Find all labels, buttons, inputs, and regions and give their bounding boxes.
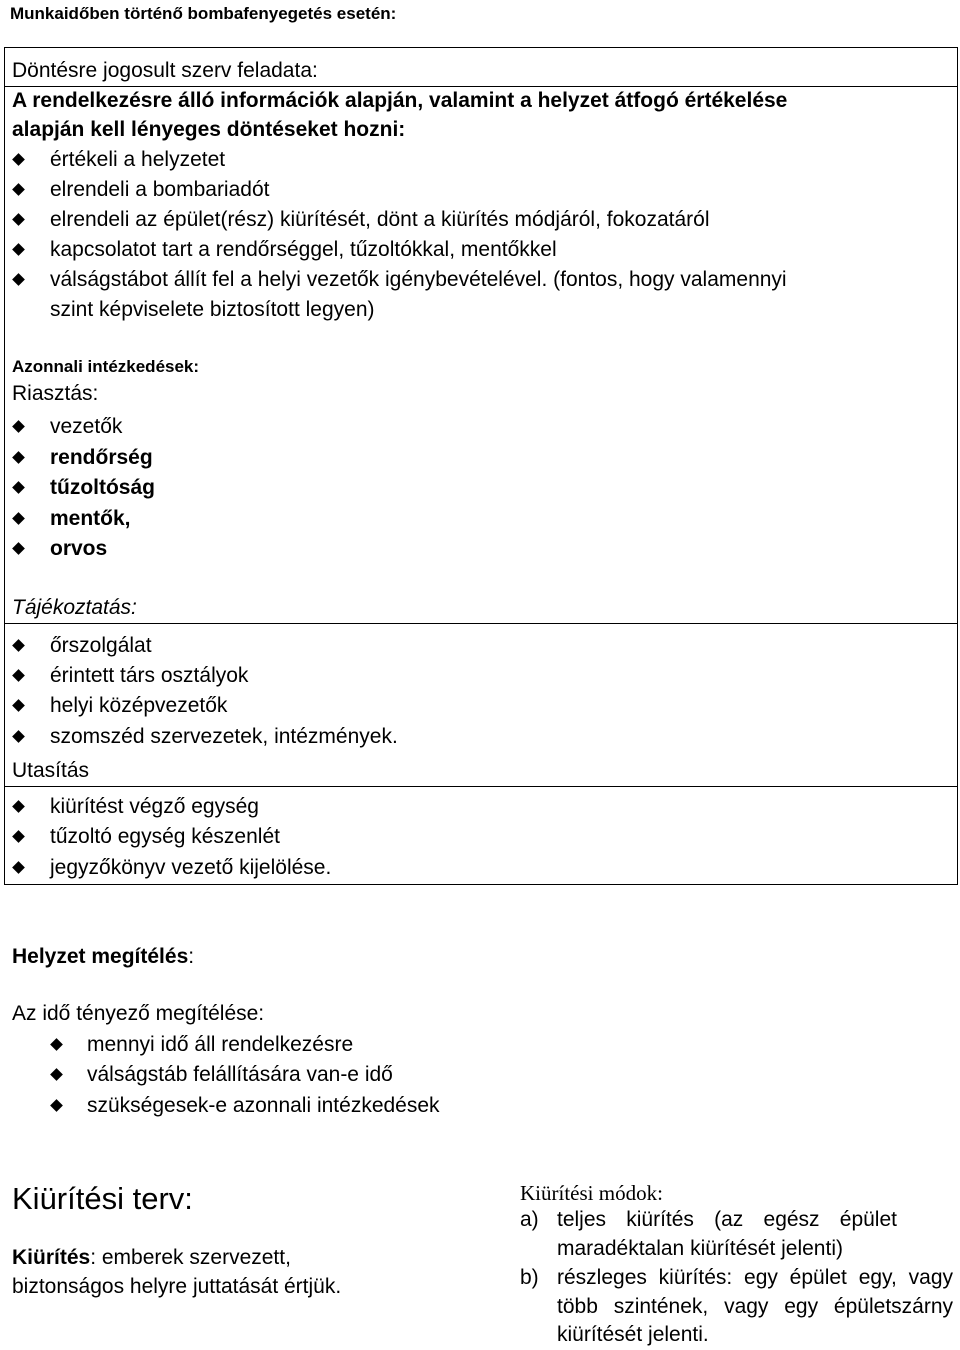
diamond-bullet-icon: [12, 639, 26, 653]
diamond-bullet-icon: [12, 800, 26, 814]
intro-line: alapján kell lényeges döntéseket hozni:: [12, 118, 406, 141]
diamond-bullet-icon: [12, 512, 26, 526]
diamond-bullet-icon: [12, 243, 26, 257]
diamond-bullet-icon: [12, 699, 26, 713]
assessment-heading-colon: :: [188, 945, 195, 968]
list-item: őrszolgálat: [50, 634, 152, 657]
diamond-bullet-icon: [12, 451, 26, 465]
info-heading: Tájékoztatás:: [12, 596, 137, 619]
diamond-bullet-icon: [12, 213, 26, 227]
diamond-bullet-icon: [12, 830, 26, 844]
list-item: értékeli a helyzetet: [50, 148, 226, 171]
divider: [5, 786, 957, 787]
alarm-heading: Riasztás:: [12, 382, 99, 405]
assessment-heading: [12, 945, 194, 969]
list-item: jegyzőkönyv vezető kijelölése.: [50, 856, 332, 879]
diamond-bullet-icon: [12, 153, 26, 167]
list-item: tűzoltóság: [50, 476, 155, 499]
time-heading: Az idő tényező megítélése:: [12, 1002, 265, 1025]
list-item: válságstábot állít fel a helyi vezetők igénybevételével. (fontos, hogy valamennyi: [50, 268, 787, 291]
immediate-heading: Azonnali intézkedések:: [12, 357, 200, 376]
divider: [5, 623, 957, 624]
divider: [5, 86, 957, 87]
diamond-bullet-icon: [12, 481, 26, 495]
list-item: válságstáb felállítására van-e idő: [87, 1063, 393, 1086]
instruct-heading: Utasítás: [12, 759, 90, 782]
list-item: orvos: [50, 537, 108, 560]
list-item: elrendeli a bombariadót: [50, 178, 270, 201]
evacuation-mode: teljes kiürítés (az egész épület maradéktalan kiürítését jelenti): [557, 1208, 897, 1260]
diamond-bullet-icon: [12, 273, 26, 287]
list-item-continuation: szint képviselete biztosított legyen): [50, 298, 375, 321]
page-title: Munkaidőben történő bombafenyegetés esetén:: [10, 4, 397, 23]
list-item: mentők,: [50, 507, 131, 530]
diamond-bullet-icon: [12, 542, 26, 556]
definition-term: Kiürítés: [12, 1246, 91, 1269]
evacuation-definition: [12, 1246, 291, 1270]
modes-heading: Kiürítési módok:: [520, 1181, 663, 1205]
diamond-bullet-icon: [50, 1099, 64, 1113]
diamond-bullet-icon: [12, 730, 26, 744]
diamond-bullet-icon: [50, 1038, 64, 1052]
list-item: tűzoltó egység készenlét: [50, 825, 280, 848]
list-item: szomszéd szervezetek, intézmények.: [50, 725, 398, 748]
intro-line: A rendelkezésre álló információk alapján, valamint a helyzet átfogó értékelése: [12, 89, 788, 112]
definition-text: : emberek szervezett,: [90, 1246, 291, 1269]
list-item: szükségesek-e azonnali intézkedések: [87, 1094, 440, 1117]
diamond-bullet-icon: [12, 669, 26, 683]
evacuation-mode: részleges kiürítés: egy épület egy, vagy több szintének, vagy egy épületszárny kiürítését jelenti.: [557, 1266, 953, 1346]
list-marker: b): [520, 1266, 539, 1289]
list-item: mennyi idő áll rendelkezésre: [87, 1033, 354, 1056]
assessment-heading-text: Helyzet megítélés: [12, 945, 189, 968]
list-item: vezetők: [50, 415, 123, 438]
evacuation-definition-line: biztonságos helyre juttatását értjük.: [12, 1275, 342, 1298]
diamond-bullet-icon: [12, 420, 26, 434]
list-item: érintett társ osztályok: [50, 664, 249, 687]
section-heading: Döntésre jogosult szerv feladata:: [12, 59, 318, 82]
list-item: kiürítést végző egység: [50, 795, 259, 818]
diamond-bullet-icon: [50, 1068, 64, 1082]
list-item: helyi középvezetők: [50, 694, 228, 717]
diamond-bullet-icon: [12, 183, 26, 197]
evacuation-title: Kiürítési terv:: [12, 1181, 193, 1216]
diamond-bullet-icon: [12, 861, 26, 875]
list-item: elrendeli az épület(rész) kiürítését, dönt a kiürítés módjáról, fokozatáról: [50, 208, 710, 231]
list-marker: a): [520, 1208, 539, 1231]
list-item: kapcsolatot tart a rendőrséggel, tűzoltókkal, mentőkkel: [50, 238, 557, 261]
list-item: rendőrség: [50, 446, 153, 469]
